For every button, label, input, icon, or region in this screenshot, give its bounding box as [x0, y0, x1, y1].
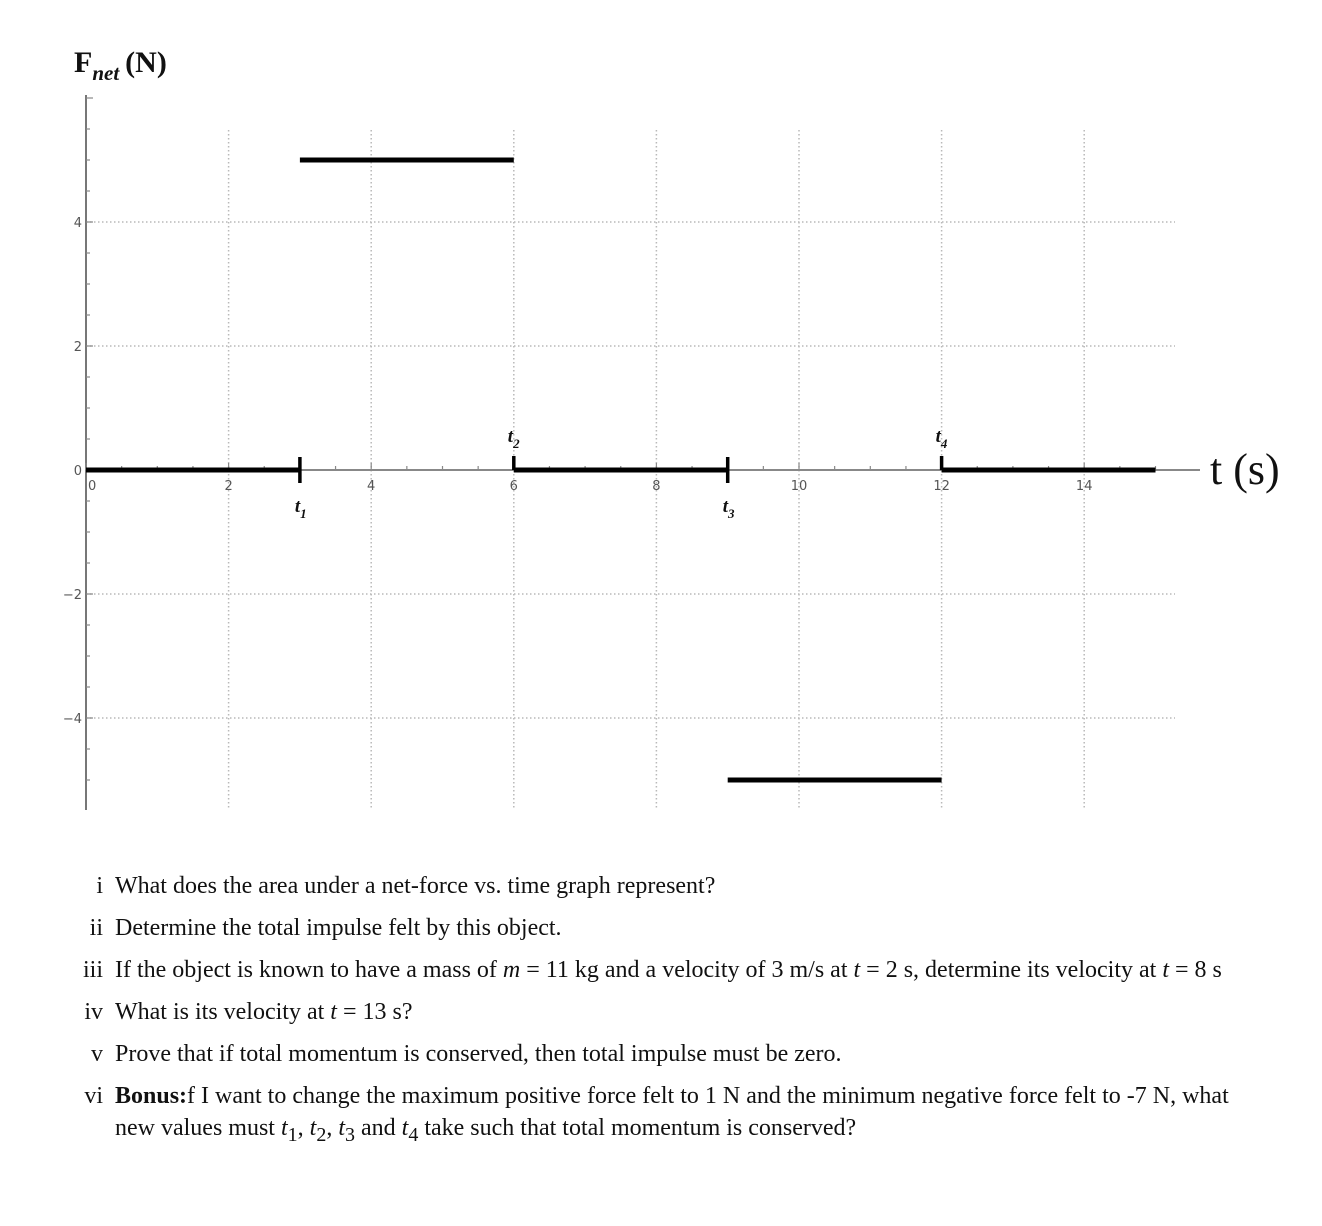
y-axis-label: $F_{net}$ (N) [74, 46, 167, 85]
x-axis-label: t (s) [1210, 445, 1280, 494]
x-tick-label: 4 [367, 479, 376, 494]
question-item [60, 1080, 1260, 1151]
question-number: vi [84, 1083, 103, 1109]
question-item [60, 912, 1260, 944]
question-text: Determine the total impulse felt by this object. [115, 915, 562, 941]
question-number: ii [89, 915, 103, 941]
axes [63, 95, 1200, 810]
question-text: If the object is known to have a mass of m = 11 kg and a velocity of 3 m/s at t = 2 s, determine its velocity at t = 8 s [115, 957, 1222, 983]
question-number: v [91, 1041, 103, 1067]
question-list [60, 870, 1260, 1161]
question-number: iii [82, 957, 103, 983]
marker-label-t3: $t_3$ [722, 496, 735, 521]
time-markers [295, 426, 948, 521]
y-tick-label: 0 [73, 464, 82, 479]
question-item [60, 954, 1260, 986]
question-number: iv [84, 999, 103, 1025]
question-item [60, 996, 1260, 1028]
x-tick-label: 0 [88, 479, 97, 494]
y-tick-label: 2 [73, 340, 82, 355]
y-tick-label: −2 [62, 588, 82, 603]
x-tick-label: 8 [652, 479, 661, 494]
marker-label-t2: $t_2$ [507, 426, 520, 451]
x-tick-label: 2 [224, 479, 233, 494]
question-item [60, 870, 1260, 902]
x-tick-label: 6 [509, 479, 518, 494]
question-item [60, 1038, 1260, 1070]
question-text: Bonus:f I want to change the maximum positive force felt to 1 N and the minimum negative force felt to -7 N, what new values must $t_1$, $t_2$, $t_3$ and $t_4$ take such that total momentum is conserved? [115, 1083, 1229, 1146]
marker-label-t4: $t_4$ [935, 426, 948, 451]
force-series [86, 160, 1156, 780]
x-tick-label: 10 [790, 479, 808, 494]
y-tick-label: 4 [73, 216, 82, 231]
question-text: Prove that if total momentum is conserved, then total impulse must be zero. [115, 1041, 842, 1067]
question-number: i [96, 873, 103, 899]
x-tick-label: 14 [1075, 479, 1093, 494]
x-tick-label: 12 [933, 479, 950, 494]
marker-label-t1: $t_1$ [294, 496, 307, 521]
question-text: What is its velocity at t = 13 s? [115, 999, 413, 1025]
question-text: What does the area under a net-force vs. time graph represent? [115, 873, 716, 899]
y-tick-label: −4 [62, 712, 82, 727]
